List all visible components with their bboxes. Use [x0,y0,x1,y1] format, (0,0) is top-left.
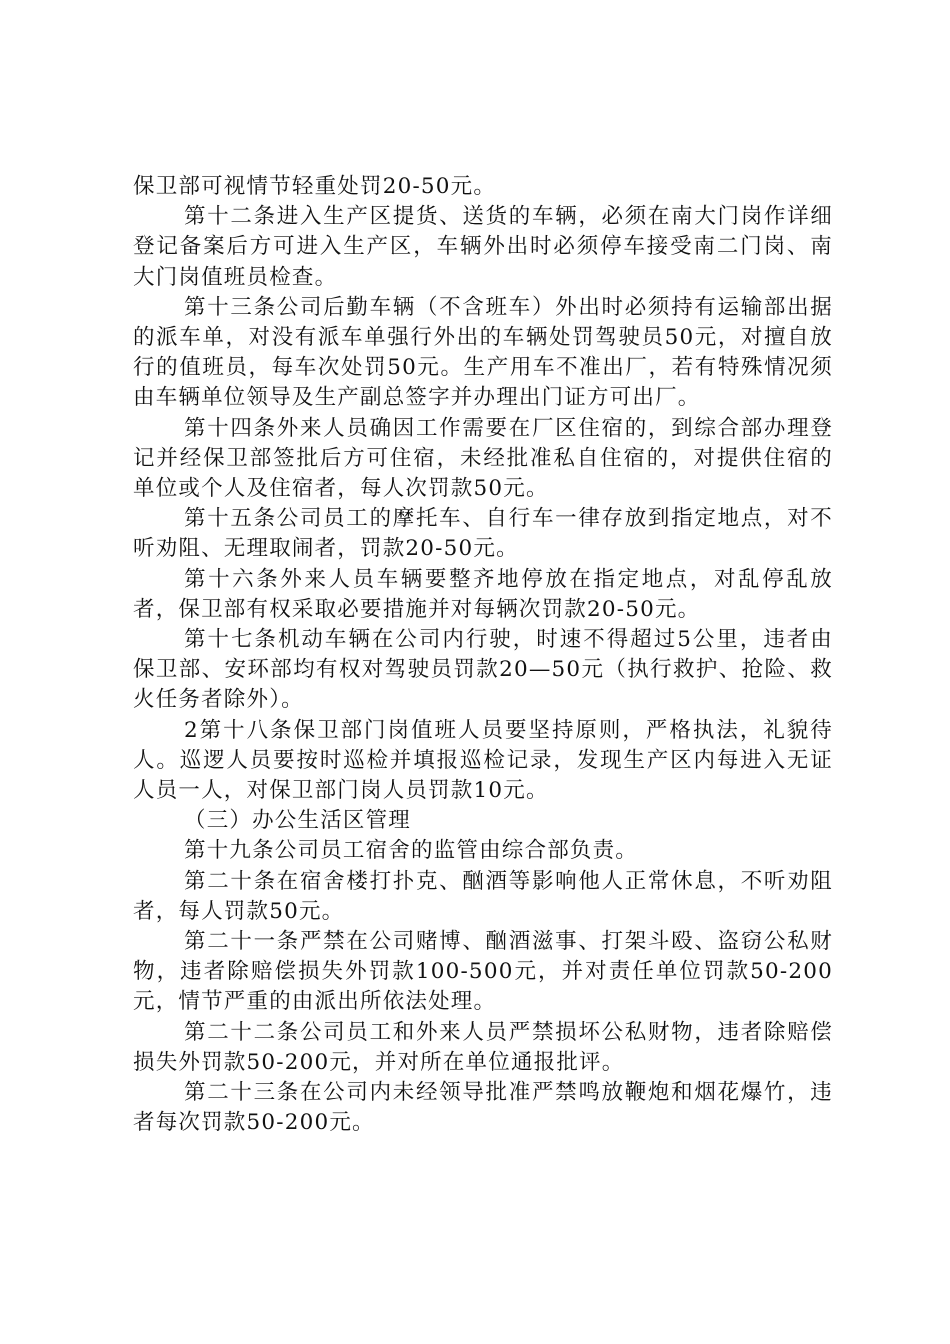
paragraph-article-23: 第二十三条在公司内未经领导批准严禁鸣放鞭炮和烟花爆竹，违者每次罚款50-200元。 [133,1080,833,1136]
paragraph-article-14: 第十四条外来人员确因工作需要在厂区住宿的，到综合部办理登记并经保卫部签批后方可住宿，未经批准私自住宿的，对提供住宿的单位或个人及住宿者，每人次罚款50元。 [133,415,833,502]
paragraph-article-22: 第二十二条公司员工和外来人员严禁损坏公私财物，违者除赔偿损失外罚款50-200元，并对所在单位通报批评。 [133,1019,833,1075]
paragraph-article-18: 2第十八条保卫部门岗值班人员要坚持原则，严格执法，礼貌待人。巡逻人员要按时巡检并填报巡检记录，发现生产区内每进入无证人员一人，对保卫部门岗人员罚款10元。 [133,717,833,804]
paragraph-article-19: 第十九条公司员工宿舍的监管由综合部负责。 [184,838,639,864]
paragraph-continuation: 保卫部可视情节轻重处罚20-50元。 [133,174,497,199]
paragraph-article-15: 第十五条公司员工的摩托车、自行车一律存放到指定地点，对不听劝阻、无理取闹者，罚款20-50元。 [133,506,833,562]
paragraph-article-20: 第二十条在宿舍楼打扑克、酗酒等影响他人正常休息，不听劝阻者，每人罚款50元。 [133,868,833,924]
document-body [133,172,833,1139]
section-heading-office-living: （三）办公生活区管理 [184,808,412,834]
paragraph-article-16: 第十六条外来人员车辆要整齐地停放在指定地点，对乱停乱放者，保卫部有权采取必要措施并对每辆次罚款20-50元。 [133,566,833,622]
paragraph-article-17: 第十七条机动车辆在公司内行驶，时速不得超过5公里，违者由保卫部、安环部均有权对驾驶员罚款20—50元（执行救护、抢险、救火任务者除外）。 [133,627,833,713]
paragraph-article-12: 第十二条进入生产区提货、送货的车辆，必须在南大门岗作详细登记备案后方可进入生产区，车辆外出时必须停车接受南二门岗、南大门岗值班员检查。 [133,204,833,290]
paragraph-article-21: 第二十一条严禁在公司赌博、酗酒滋事、打架斗殴、盗窃公私财物，违者除赔偿损失外罚款100-500元，并对责任单位罚款50-200元，情节严重的由派出所依法处理。 [133,929,833,1015]
paragraph-article-13: 第十三条公司后勤车辆（不含班车）外出时必须持有运输部出据的派车单，对没有派车单强行外出的车辆处罚驾驶员50元，对擅自放行的值班员，每车次处罚50元。生产用车不准出厂，若有特殊情况须由车辆单位领导及生产副总签字并办理出门证方可出厂。 [133,294,833,411]
